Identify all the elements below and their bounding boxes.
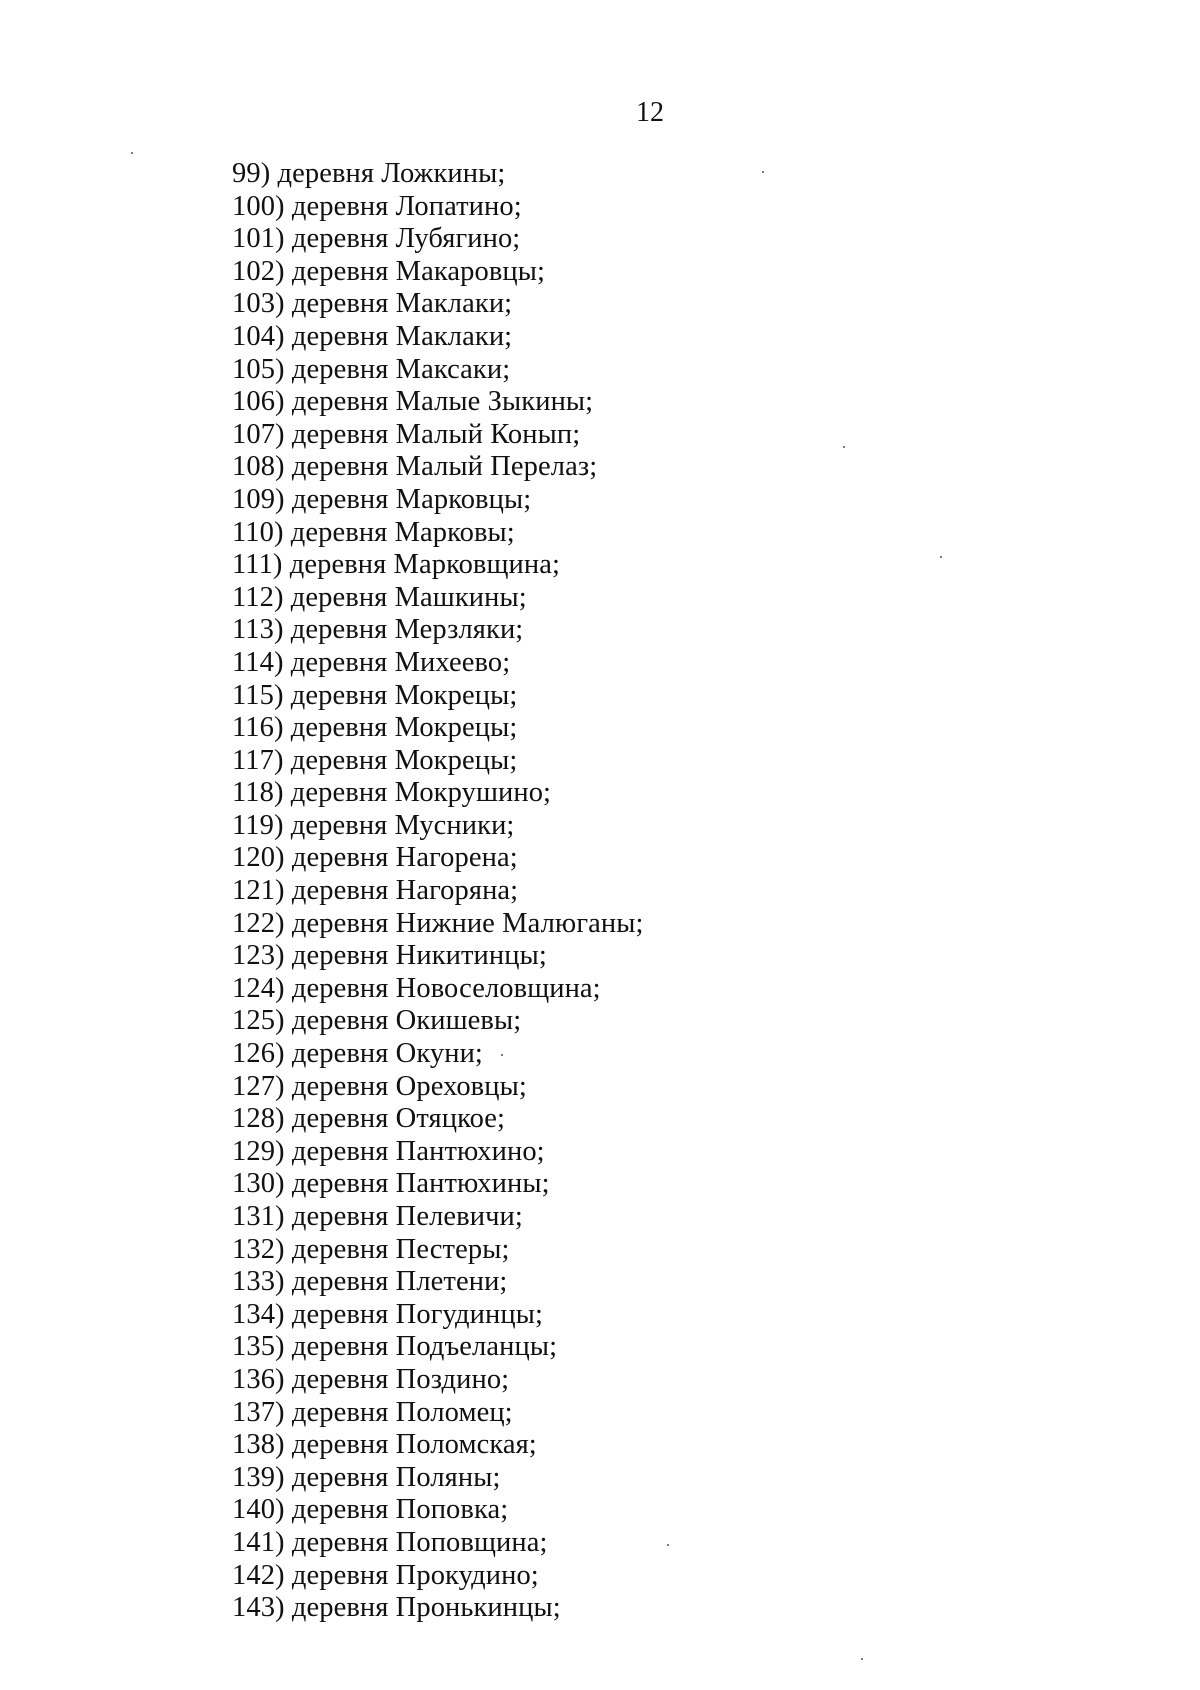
list-item: 109) деревня Марковцы;	[232, 483, 532, 515]
list-item: 99) деревня Ложкины;	[232, 158, 506, 189]
scan-speck	[501, 1054, 503, 1056]
list-item: 139) деревня Поляны;	[232, 1461, 501, 1493]
list-item: 119) деревня Мусники;	[232, 809, 515, 841]
list-item: 130) деревня Пантюхины;	[232, 1168, 550, 1200]
list-item: 110) деревня Марковы;	[232, 516, 515, 548]
list-item: 113) деревня Мерзляки;	[232, 614, 524, 646]
list-item: 140) деревня Поповка;	[232, 1494, 509, 1526]
list-item: 108) деревня Малый Перелаз;	[232, 451, 598, 483]
list-item: 133) деревня Плетени;	[232, 1266, 508, 1298]
list-item: 137) деревня Поломец;	[232, 1396, 513, 1428]
list-item: 106) деревня Малые Зыкины;	[232, 386, 594, 418]
page-number: 12	[636, 97, 664, 128]
list-item: 114) деревня Михеево;	[232, 646, 511, 678]
list-item: 102) деревня Макаровцы;	[232, 255, 545, 287]
list-item: 143) деревня Пронькинцы;	[232, 1592, 561, 1624]
list-item: 138) деревня Поломская;	[232, 1429, 537, 1461]
list-item: 124) деревня Новоселовщина;	[232, 972, 601, 1004]
list-item: 134) деревня Погудинцы;	[232, 1298, 543, 1330]
list-item: 128) деревня Отяцкое;	[232, 1103, 506, 1135]
list-item: 103) деревня Маклаки;	[232, 288, 513, 320]
list-item: 120) деревня Нагорена;	[232, 842, 518, 874]
scan-speck	[861, 1658, 863, 1660]
list-item: 100) деревня Лопатино;	[232, 190, 522, 222]
list-item: 111) деревня Марковщина;	[232, 549, 561, 581]
list-item: 101) деревня Лубягино;	[232, 223, 521, 255]
list-item: 118) деревня Мокрушино;	[232, 777, 552, 809]
list-item: 132) деревня Пестеры;	[232, 1233, 510, 1265]
scan-speck	[667, 1544, 669, 1546]
settlement-list	[232, 158, 643, 1625]
list-item: 141) деревня Поповщина;	[232, 1526, 548, 1558]
list-item: 129) деревня Пантюхино;	[232, 1135, 545, 1167]
list-item: 105) деревня Максаки;	[232, 353, 511, 385]
scan-speck	[843, 446, 845, 448]
list-item: 115) деревня Мокрецы;	[232, 679, 518, 711]
scan-speck	[940, 556, 942, 558]
list-item: 122) деревня Нижние Малюганы;	[232, 907, 644, 939]
list-item: 112) деревня Машкины;	[232, 581, 527, 613]
list-item: 104) деревня Маклаки;	[232, 320, 513, 352]
list-item: 127) деревня Ореховцы;	[232, 1070, 527, 1102]
list-item: 123) деревня Никитинцы;	[232, 940, 547, 972]
list-item: 121) деревня Нагоряна;	[232, 875, 519, 907]
list-item: 116) деревня Мокрецы;	[232, 712, 518, 744]
list-item: 142) деревня Прокудино;	[232, 1559, 539, 1591]
list-item: 135) деревня Подъеланцы;	[232, 1331, 558, 1363]
list-item: 125) деревня Окишевы;	[232, 1005, 522, 1037]
list-item: 107) деревня Малый Конып;	[232, 418, 581, 450]
scan-speck	[762, 171, 764, 173]
list-item: 126) деревня Окуни;	[232, 1038, 483, 1070]
scan-speck	[131, 152, 133, 154]
list-item: 117) деревня Мокрецы;	[232, 744, 518, 776]
list-item: 136) деревня Поздино;	[232, 1363, 510, 1395]
list-item: 131) деревня Пелевичи;	[232, 1201, 523, 1232]
